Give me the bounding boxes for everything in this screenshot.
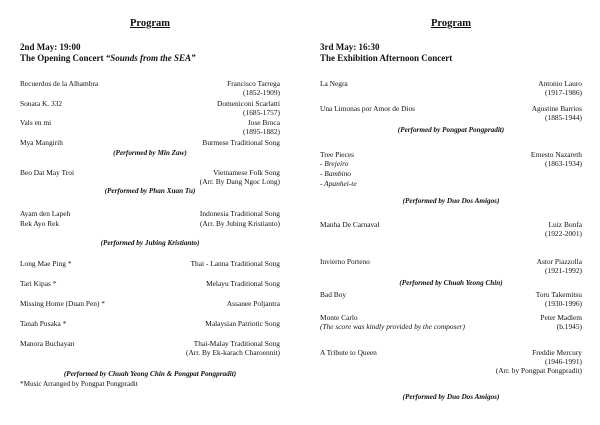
piece-title: Vals en mi (20, 118, 52, 127)
piece-title: Monte Carlo (320, 313, 358, 322)
piece-title: Invierno Porteno (320, 257, 370, 266)
piece-title: La Negra (320, 79, 348, 88)
composer: Domeniconi Scarlatti (216, 99, 280, 108)
piece-title: Sonata K. 332 (20, 99, 63, 108)
arranger: (Arr. By Dang Ngoc Long) (199, 177, 280, 187)
left-concert-date: 2nd May: 19:00 (20, 42, 81, 52)
arranger: (Arr. By Jubing Kristianto) (199, 219, 280, 228)
right-heading: Program (430, 18, 472, 29)
composer-dates: (1885-1944) (545, 113, 582, 123)
composer-dates: (1922-2001) (545, 229, 582, 239)
composer: Jose Broca (247, 118, 280, 127)
right-concert-title: The Exhibition Afternoon Concert (320, 53, 453, 63)
composer: Peter Madlem (540, 313, 582, 322)
composer: Thai-Malay Traditional Song (193, 339, 280, 348)
right-concert-date: 3rd May: 16:30 (320, 42, 380, 52)
piece-title: Long Mae Ping * (20, 259, 72, 268)
composer: Melayu Traditional Song (206, 279, 280, 288)
piece-title: Una Limonas por Amor de Dios (320, 104, 416, 113)
composer-dates: (1930-1996) (545, 299, 582, 309)
piece-title: Missing Home (Duan Pen) * (20, 299, 105, 308)
performer-credit: (Performed by Duo Dos Amigos) (402, 197, 500, 205)
movement: - Brejeiro (320, 159, 349, 169)
arranger: (Arr. By Ek-karach Charoennit) (186, 348, 280, 358)
piece-title: Mya Mangirih (20, 138, 63, 147)
composer: Francisco Tarrega (227, 79, 280, 88)
left-concert-subtitle: “Sounds from the SEA” (105, 53, 196, 63)
left-concert-title (20, 53, 196, 64)
composer: Vietnamese Folk Song (213, 168, 280, 177)
piece-title: Tari Kipas * (20, 279, 57, 288)
performer-credit: (Performed by Jubing Kristianto) (100, 239, 200, 247)
composer: Burmese Traditional Song (202, 138, 280, 147)
left-heading: Program (129, 18, 171, 29)
piece-title: Recuerdos de la Alhambra (20, 79, 99, 88)
composer: Assanee Poljantra (226, 299, 280, 308)
composer-dates: (1685-1757) (243, 108, 280, 118)
piece-title: Rek Ayo Rek (20, 219, 60, 228)
movement: - Apanhei-te (320, 178, 357, 188)
composer-dates: (1895-1882) (243, 127, 280, 137)
piece-title: Bad Boy (320, 290, 347, 299)
composer-dates: (1863-1934) (545, 159, 582, 169)
performer-credit: (Performed by Min Zaw) (113, 149, 187, 157)
performer-credit: (Performed by Duo Dos Amigos) (402, 393, 500, 401)
piece-title: Manha De Carnaval (320, 220, 380, 229)
composer: Ernesto Nazareth (530, 150, 582, 159)
performer-credit: (Performed by Chuah Yeong Chin) (399, 279, 503, 287)
composer: Astor Piazzolla (536, 257, 582, 266)
composer-dates: (b.1945) (556, 322, 582, 332)
piece-title: A Tribute to Queen (320, 348, 377, 357)
composer: Antonio Lauro (538, 79, 582, 88)
composer: Indonesia Traditional Song (199, 209, 280, 218)
composer-dates: (1917-1986) (545, 88, 582, 98)
composer: Luiz Bonfa (548, 220, 582, 229)
movement-list (320, 159, 357, 188)
composer: Thai - Lanna Traditional Song (190, 259, 280, 268)
composer-dates: (1946-1991) (545, 357, 582, 367)
piece-title: Manora Buchayan (20, 339, 75, 348)
composer-dates: (1852-1909) (243, 88, 280, 98)
composer: Agustine Barrios (531, 104, 582, 113)
piece-title: Tree Pieces (320, 150, 355, 159)
piece-title: Ayam den Lapeh (20, 209, 71, 218)
score-note: (The score was kindly provided by the composer) (320, 322, 465, 332)
performer-credit: (Performed by Pongpat Pongpradit) (397, 126, 505, 134)
performer-credit: (Performed by Chuah Yeong Chin & Pongpat Pongpradit) (63, 370, 237, 378)
composer: Freddie Mercury (532, 348, 582, 357)
arranger: (Arr. by Pongpat Pongpradit) (495, 366, 582, 376)
movement: - Bambino (320, 169, 351, 178)
piece-title: Beo Dat May Troi (20, 168, 74, 177)
composer-dates: (1921-1992) (545, 266, 582, 276)
arrangement-note: *Music Arranged by Pongpat Pongpradit (20, 380, 138, 388)
piece-title: Tanah Pusaka * (20, 319, 67, 328)
left-concert-name: The Opening Concert (20, 53, 104, 63)
composer: Malaysian Patriotic Song (205, 319, 280, 328)
performer-credit: (Performed by Phan Xuan Tu) (104, 187, 196, 195)
composer: Toru Takemitsu (535, 290, 582, 299)
